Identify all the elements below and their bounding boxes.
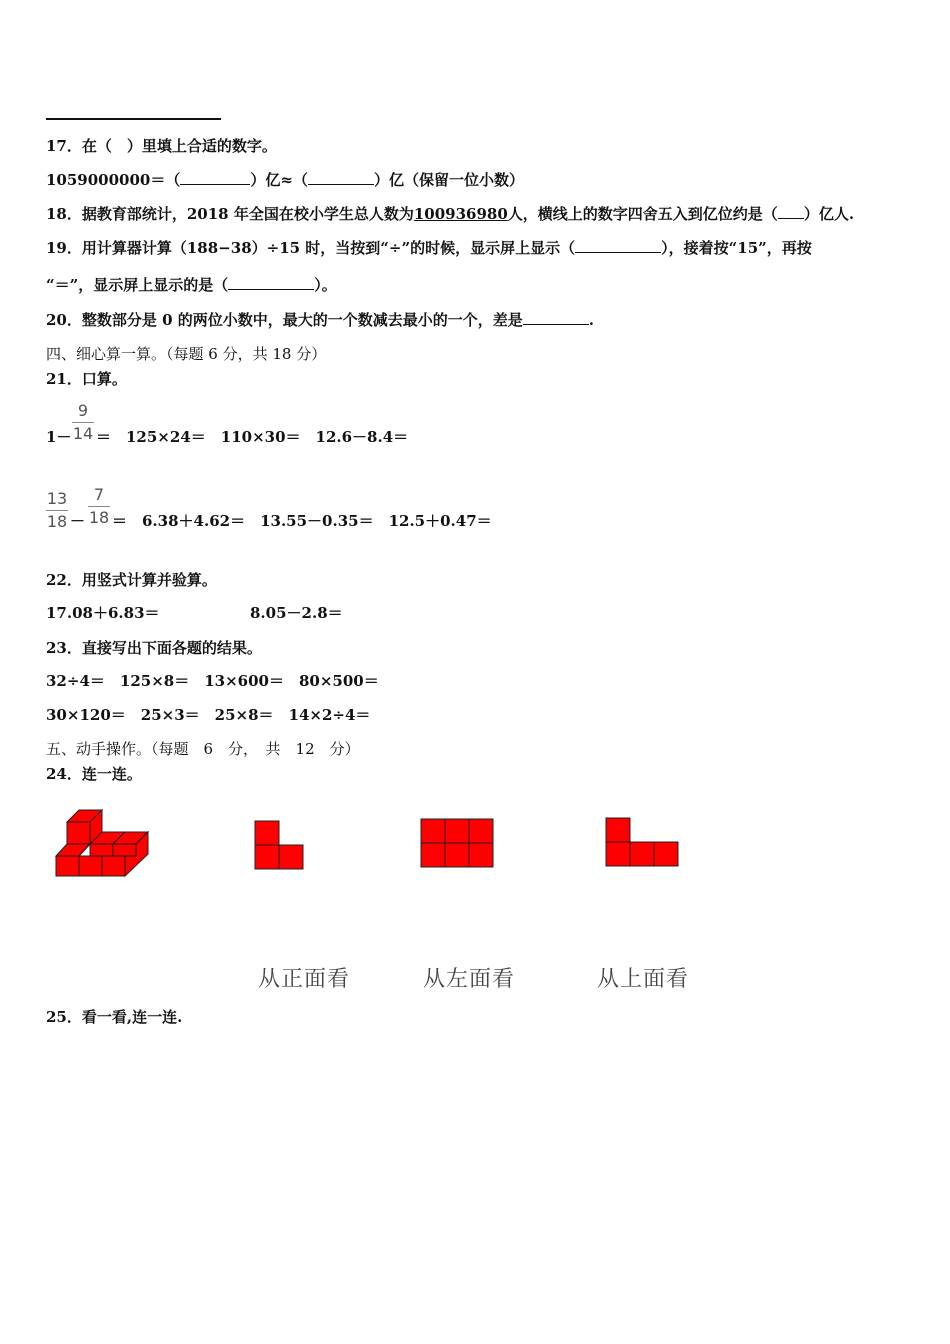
q19-line1-a: 19．用计算器计算（188−38）÷15 时，当按到“÷”的时候，显示屏上显示（	[46, 239, 576, 257]
q21-fraction-3	[88, 486, 110, 527]
q23-row1: 32÷4＝ 125×8＝ 13×600＝ 80×500＝	[46, 672, 379, 690]
top-rule	[46, 118, 221, 120]
q19-blank-2[interactable]	[228, 275, 314, 290]
q20-blank[interactable]	[523, 310, 589, 325]
q19-line1	[46, 238, 812, 258]
fraction-numerator: 13	[46, 489, 68, 508]
fraction-numerator: 7	[93, 485, 105, 504]
q21-fraction-1	[72, 402, 94, 443]
label-top-view: 从上面看	[597, 967, 690, 992]
q21-row2-minus: －	[70, 512, 86, 530]
q17-p3: ）亿（保留一位小数）	[373, 171, 524, 189]
fraction-bar	[88, 506, 110, 507]
q19-line2-a: “＝”，显示屏上显示的是（	[46, 276, 229, 294]
q21-title: 21．口算。	[46, 370, 127, 388]
fraction-numerator: 9	[77, 401, 89, 420]
q18-p2: 人，横线上的数字四舍五入到亿位约是（	[507, 205, 778, 223]
q18-p1: 18．据教育部统计，2018 年全国在校小学生总人数为	[46, 205, 414, 223]
q18-blank[interactable]	[778, 204, 804, 219]
q20-line	[46, 310, 594, 330]
fraction-denominator: 14	[72, 424, 94, 443]
fraction-bar	[72, 422, 94, 423]
cube-stack-3d-figure	[50, 800, 160, 885]
q19-line1-b: ），接着按“15”，再按	[661, 239, 812, 257]
q17-p2: ）亿≈（	[250, 171, 308, 189]
view-grid-2x3	[420, 818, 496, 870]
q18-number: 100936980	[413, 205, 508, 223]
q25-title: 25．看一看,连一连.	[46, 1008, 183, 1026]
q19-line2	[46, 275, 337, 295]
q22-title: 22．用竖式计算并验算。	[46, 571, 217, 589]
q23-row2: 30×120＝ 25×3＝ 25×8＝ 14×2÷4＝	[46, 706, 371, 724]
q19-line2-b: ）。	[314, 276, 337, 294]
q20-b: .	[588, 311, 594, 329]
q24-title: 24．连一连。	[46, 765, 142, 783]
view-long-l-shape	[605, 817, 681, 869]
fraction-bar	[46, 510, 68, 511]
q18-line	[46, 204, 854, 224]
q17-blank-1[interactable]	[180, 170, 250, 185]
q23-title: 23．直接写出下面各题的结果。	[46, 639, 262, 657]
q17-blank-2[interactable]	[308, 170, 374, 185]
fraction-denominator: 18	[46, 512, 68, 531]
view-l-shape	[254, 820, 306, 872]
q20-a: 20．整数部分是 0 的两位小数中，最大的一个数减去最小的一个，差是	[46, 311, 523, 329]
fraction-denominator: 18	[88, 508, 110, 527]
q21-fraction-2	[46, 490, 68, 531]
label-front-view: 从正面看	[258, 967, 351, 992]
q17-p1: 1059000000＝（	[46, 171, 181, 189]
q22-expr-2: 8.05－2.8＝	[250, 604, 343, 622]
q17-line	[46, 170, 524, 190]
section5-heading: 五、动手操作。（每题 6 分， 共 12 分）	[46, 740, 360, 758]
q19-blank-1[interactable]	[575, 238, 661, 253]
q18-p3: ）亿人.	[803, 205, 855, 223]
q21-row2: ＝ 6.38＋4.62＝ 13.55－0.35＝ 12.5＋0.47＝	[112, 512, 492, 530]
q17-title: 17．在（ ）里填上合适的数字。	[46, 137, 277, 155]
q21-row1: ＝ 125×24＝ 110×30＝ 12.6－8.4＝	[96, 428, 409, 446]
label-left-view: 从左面看	[423, 967, 516, 992]
q22-expr-1: 17.08＋6.83＝	[46, 604, 160, 622]
section4-heading: 四、细心算一算。（每题 6 分，共 18 分）	[46, 345, 327, 363]
q21-row1-lead: 1－	[46, 428, 72, 446]
